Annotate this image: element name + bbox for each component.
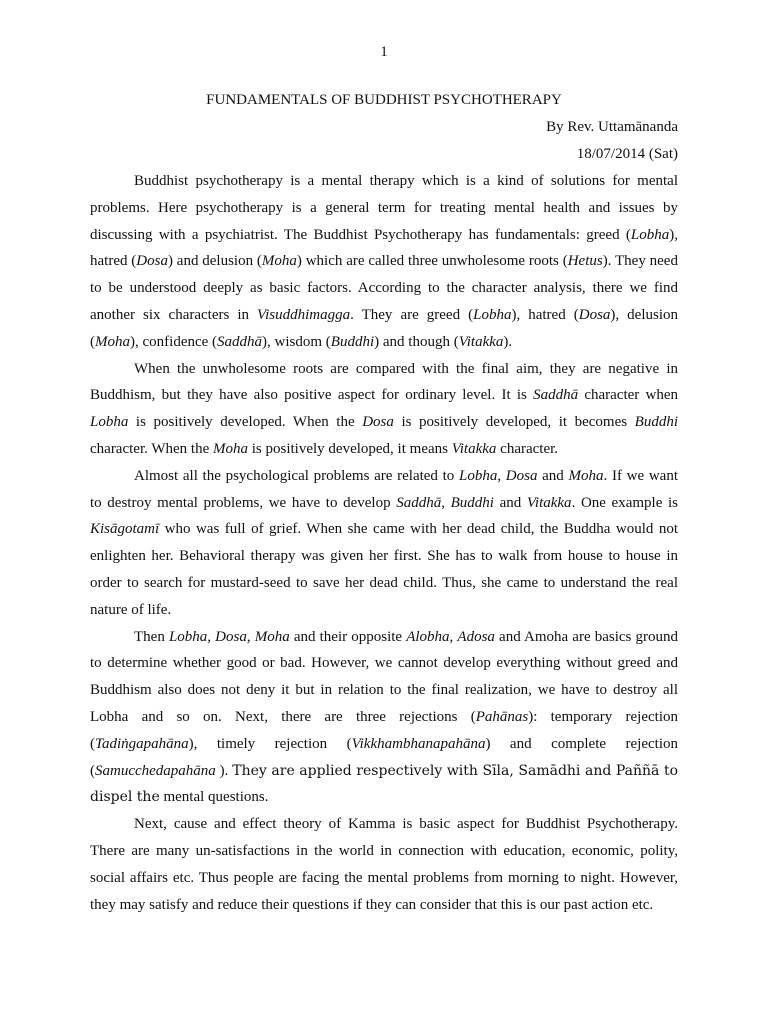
author-line: By Rev. Uttamānanda <box>546 119 678 135</box>
paragraph-3: Almost all the psychological problems are related to Lobha, Dosa and Moha. If we want to destroy mental problems, we have to develop Saddhā, Buddhi and Vitakka. One example is Kisāgotamī who was full of grief. When she came with her dead child, the Buddha would not enlighten her. Behavioral therapy was given her first. She has to walk from house to house in order to search for mustard-seed to save her dead child. Thus, she came to understand the real nature of life. <box>90 467 678 618</box>
paragraph-2: When the unwholesome roots are compared with the final aim, they are negative in Buddhism, but they have also positive aspect for ordinary level. It is Saddhā character when Lobha is positively developed. When the Dosa is positively developed, it becomes Buddhi character. When the Moha is positively developed, it means Vitakka character. <box>90 360 679 457</box>
document-body <box>90 168 678 918</box>
date-line: 18/07/2014 (Sat) <box>576 146 678 162</box>
paragraph-5: Next, cause and effect theory of Kamma is basic aspect for Buddhist Psychotherapy. There are many un-satisfactions in the world in connection with education, economic, polity, social affairs etc. Thus people are facing the mental problems from morning to night. However, they may satisfy and reduce their questions if they can consider that this is our past action etc. <box>90 816 678 913</box>
paragraph-1: Buddhist psychotherapy is a mental therapy which is a kind of solutions for mental problems. Here psychotherapy is a general term for treating mental health and issues by discussing with a psychiatrist. The Buddhist Psychotherapy has fundamentals: greed (Lobha), hatred (Dosa) and delusion (Moha) which are called three unwholesome roots (Hetus). They need to be understood deeply as basic factors. According to the character analysis, there we find another six characters in Visuddhimagga. They are greed (Lobha), hatred (Dosa), delusion (Moha), confidence (Saddhā), wisdom (Buddhi) and though (Vitakka). <box>90 173 679 350</box>
document-title: FUNDAMENTALS OF BUDDHIST PSYCHOTHERAPY <box>206 92 562 108</box>
page-number: 1 <box>380 44 388 60</box>
paragraph-4: Then Lobha, Dosa, Moha and their opposite Alobha, Adosa and Amoha are basics ground to determine whether good or bad. However, we cannot develop everything without greed and Buddhism also does not deny it but in relation to the final realization, we have to destroy all Lobha and so on. Next, there are three rejections (Pahānas): temporary rejection (Tadiṅgapahāna), timely rejection (Vikkhambhanapahāna) and complete rejection (Samucchedapahāna ). They are applied respectively with Sīla, Samādhi and Paññā to dispel the mental questions. <box>90 628 678 806</box>
